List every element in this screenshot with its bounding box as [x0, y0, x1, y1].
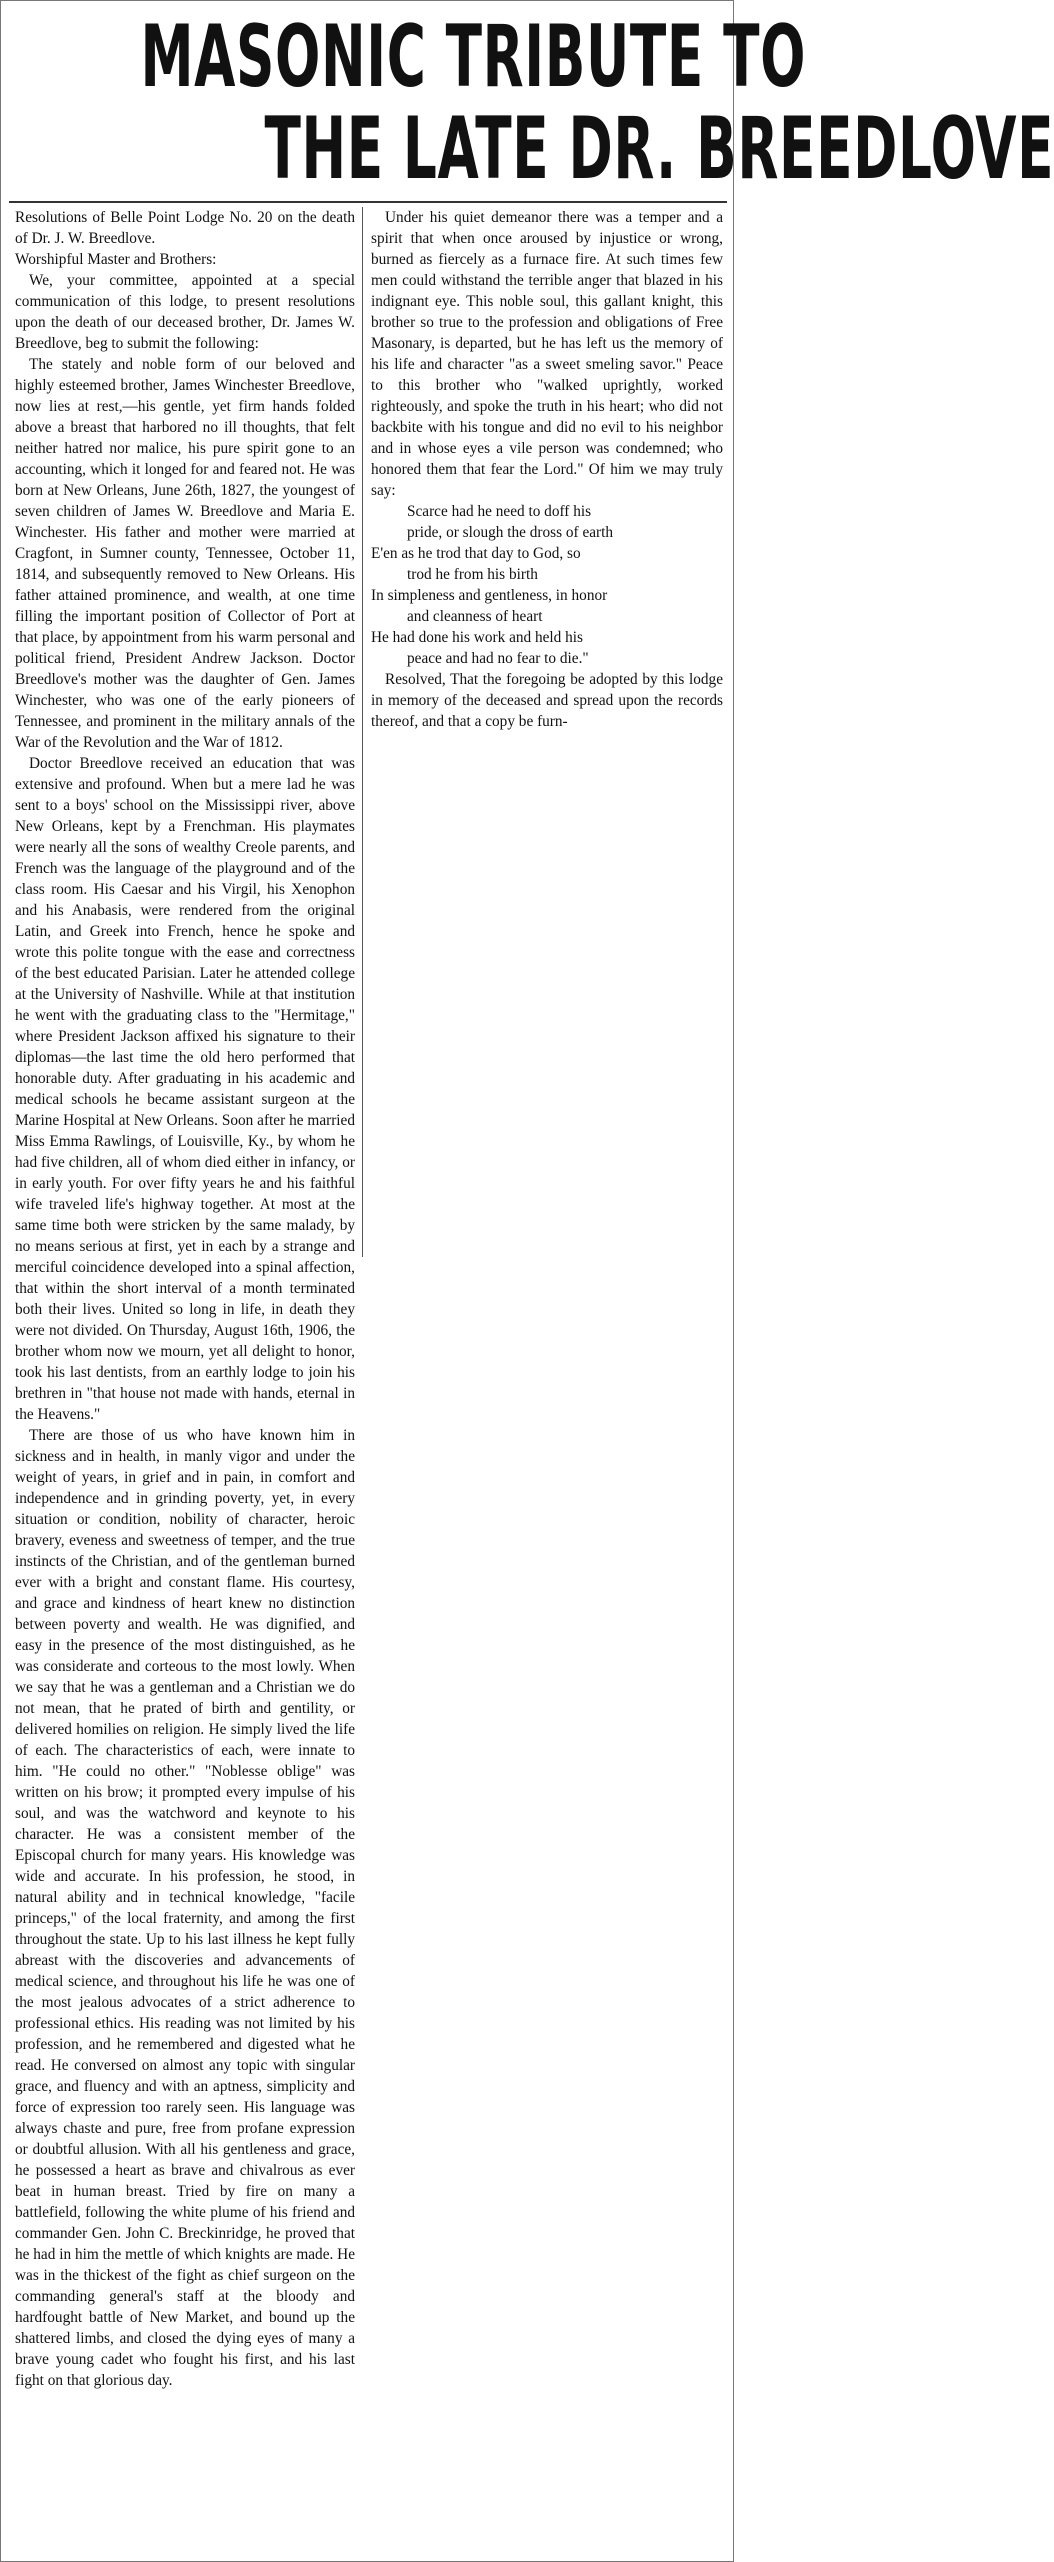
verse-line: trod he from his birth	[407, 566, 538, 583]
headline-rule	[9, 201, 727, 203]
verse-line: peace and had no fear to die."	[407, 650, 589, 667]
headline-block	[1, 1, 1054, 201]
article-column-left	[15, 207, 355, 2553]
article-paragraph: The stately and noble form of our beloved and highly esteemed brother, James Winchester Breedlove, now lies at rest,—his gentle, yet firm hands folded above a breast that harbored no ill thoughts, that felt neither hatred nor malice, his pure spirit gone to an accounting, which it longed for and feared not. He was born at New Orleans, June 26th, 1827, the youngest of seven children of James W. Breedlove and Maria E. Winchester. His father and mother were married at Cragfont, in Sumner county, Tennessee, October 11, 1814, and subsequently removed to New Orleans. His father attained prominence, and wealth, at one time filling the important position of Collector of Port at that place, by appointment from his warm personal and political friend, President Andrew Jackson. Doctor Breedlove's mother was the daughter of Gen. James Winchester, who was one of the early pioneers of Tennessee, and prominent in the military annals of the War of the Revolution and the War of 1812.	[15, 356, 355, 751]
verse-line: pride, or slough the dross of earth	[407, 524, 614, 541]
article-intro: Resolutions of Belle Point Lodge No. 20 on the death of Dr. J. W. Breedlove.	[15, 209, 355, 247]
article-paragraph: We, your committee, appointed at a special communication of this lodge, to present resolutions upon the death of our deceased brother, Dr. James W. Breedlove, beg to submit the following:	[15, 272, 355, 352]
headline-line-2: THE LATE DR. BREEDLOVE	[264, 99, 1054, 199]
article-closing: Resolved, That the foregoing be adopted by this lodge in memory of the deceased and spread upon the records thereof, and that a copy be furn-	[371, 671, 723, 730]
article-paragraph: Under his quiet demeanor there was a temper and a spirit that when once aroused by injustice or wrong, burned as fiercely as a furnace fire. At such times few men could withstand the terrible anger that blazed in his indignant eye. This noble soul, this gallant knight, this brother so true to the profession and obligations of Free Masonary, is departed, but he has left us the memory of his life and character "as a sweet smeling savor." Peace to this brother who "walked uprightly, worked righteously, and spoke the truth in his heart; who did not backbite with his tongue and did no evil to his neighbor and in whose eyes a vile person was condemned; who honored them that fear the Lord." Of him we may truly say:	[371, 209, 723, 499]
verse-line: Scarce had he need to doff his	[407, 503, 592, 520]
column-rule	[362, 207, 363, 1257]
article-paragraph: There are those of us who have known him in sickness and in health, in manly vigor and under the weight of years, in grief and in pain, in comfort and independence and in grinding poverty, yet, in every situation or condition, nobility of character, heroic bravery, eveness and sweetness of temper, and the true instincts of the Christian, and of the gentleman burned ever with a bright and constant flame. His courtesy, and grace and kindness of heart knew no distinction between poverty and wealth. He was dignified, and easy in the presence of the most distinguished, as he was considerate and corteous to the most lowly. When we say that he was a gentleman and a Christian we do not mean, that he prated of birth and gentility, or delivered homilies on religion. He simply lived the life of each. The characteristics of each, were innate to him. "He could no other." "Noblesse oblige" was written on his brow; it prompted every impulse of his soul, and was the watchword and keynote to his character. He was a consistent member of the Episcopal church for many years. His knowledge was wide and accurate. In his profession, he stood, in natural ability and in technical knowledge, "facile princeps," of the local fraternity, and among the first throughout the state. Up to his last illness he kept fully abreast with the discoveries and advancements of medical science, and throughout his life he was one of the most jealous advocates of a strict adherence to professional ethics. His reading was not limited by his profession, and he remembered and digested what he read. He conversed on almost any topic with singular grace, and fluency and with an aptness, simplicity and force of expression too rarely seen. His language was always chaste and pure, free from profane expression or doubtful allusion. With all his gentleness and grace, he possessed a heart as brave and chivalrous as ever beat in human breast. Tried by fire on many a battlefield, following the white plume of his friend and commander Gen. John C. Breckinridge, he proved that he had in him the mettle of which knights are made. He was in the thickest of the fight as chief surgeon on the commanding general's staff at the bloody and hardfought battle of New Market, and bound up the shattered limbs, and closed the dying eyes of many a brave young cadet who fought his first, and his last fight on that glorious day.	[15, 1427, 355, 2389]
article-salutation: Worshipful Master and Brothers:	[15, 251, 217, 268]
verse-line: In simpleness and gentleness, in honor	[371, 587, 608, 604]
article-paragraph: Doctor Breedlove received an education that was extensive and profound. When but a mere lad he was sent to a boys' school on the Mississippi river, above New Orleans, kept by a Frenchman. His playmates were nearly all the sons of wealthy Creole parents, and French was the language of the playground and of the class room. His Caesar and his Virgil, his Xenophon and his Anabasis, were rendered from the original Latin, and Greek into French, hence he spoke and wrote this polite tongue with the ease and correctness of the best educated Parisian. Later he attended college at the University of Nashville. While at that institution he went with the graduating class to the "Hermitage," where President Jackson affixed his signature to their diplomas—the last time the old hero performed that honorable duty. After graduating in his academic and medical schools he became assistant surgeon at the Marine Hospital at New Orleans. Soon after he married Miss Emma Rawlings, of Louisville, Ky., by whom he had five children, all of whom died either in infancy, or in early youth. For over fifty years he and his faithful wife traveled life's highway together. At most at the same time both were stricken by the same malady, by no means serious at first, yet in each by a strange and merciful coincidence developed into a spinal affection, that within the short interval of a month terminated both their lives. United so long in life, in death they were not divided. On Thursday, August 16th, 1906, the brother whom now we mourn, yet all delight to honor, took his last dentists, from an earthly lodge to join his brethren in "that house not made with hands, eternal in the Heavens."	[15, 755, 355, 1423]
headline-line-1: MASONIC TRIBUTE TO	[140, 7, 807, 107]
verse-line: E'en as he trod that day to God, so	[371, 545, 581, 562]
article-column-right	[371, 207, 723, 1247]
verse-line: He had done his work and held his	[371, 629, 583, 646]
verse-line: and cleanness of heart	[407, 608, 543, 625]
headline	[140, 7, 1054, 199]
